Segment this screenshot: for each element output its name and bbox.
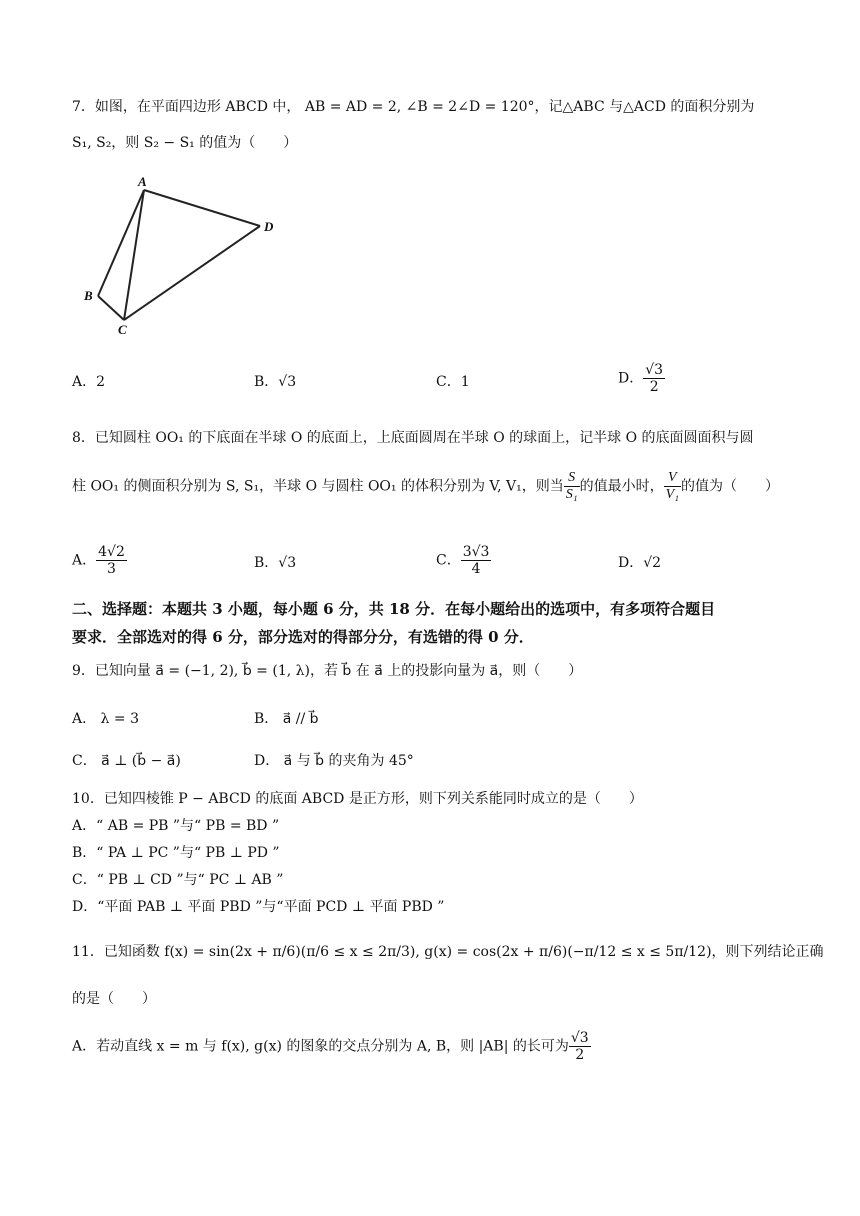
- q10-option-b: B．“ PA ⊥ PC ”与“ PB ⊥ PD ”: [72, 845, 280, 861]
- q7-stem-line1: 7．如图，在平面四边形 ABCD 中， AB = AD = 2, ∠B = 2∠D = 120°，记△ABC 与△ACD 的面积分别为: [72, 99, 755, 115]
- quadrilateral-figure: [80, 170, 290, 340]
- q8-stem-line1: 8．已知圆柱 OO₁ 的下底面在半球 O 的底面上，上底面圆周在半球 O 的球面上，记半球 O 的底面圆面积与圆: [72, 430, 754, 446]
- q9-option-a: A． λ = 3: [72, 711, 139, 727]
- q7-option-d: D． $\frac{√3}{2}$: [618, 362, 664, 396]
- q10-stem: 10．已知四棱锥 P − ABCD 的底面 ABCD 是正方形，则下列关系能同时成立的是（ ）: [72, 791, 643, 807]
- vertex-label-c: C: [118, 322, 127, 337]
- q8-option-d: D．√2: [618, 555, 662, 571]
- q9-stem: 9．已知向量 a⃗ = (−1, 2), b⃗ = (1, λ)，若 b⃗ 在 a⃗ 上的投影向量为 a⃗，则（ ）: [72, 663, 583, 679]
- q10-option-a: A．“ AB = PB ”与“ PB = BD ”: [72, 818, 280, 834]
- q11-option-a: A．若动直线 x = m 与 f(x), g(x) 的图象的交点分别为 A, B，则 |AB| 的长可为 $\frac{√3}{2}$: [72, 1030, 589, 1064]
- q7-option-c: C．1: [436, 374, 470, 390]
- q9-option-d: D． a⃗ 与 b⃗ 的夹角为 45°: [254, 753, 414, 769]
- vertex-label-b: B: [84, 288, 93, 303]
- edge-cd: [124, 226, 260, 320]
- q10-option-c: C．“ PB ⊥ CD ”与“ PC ⊥ AB ”: [72, 872, 284, 888]
- q9-option-b: B． a⃗ // b⃗: [254, 711, 319, 727]
- edge-ac: [124, 190, 144, 320]
- vertex-label-d: D: [264, 219, 274, 234]
- q10-option-d: D．“平面 PAB ⊥ 平面 PBD ”与“平面 PCD ⊥ 平面 PBD ”: [72, 899, 445, 915]
- q7-option-a: A．2: [72, 374, 106, 390]
- q7-option-b: B．√3: [254, 374, 297, 390]
- q8-stem-line2: 柱 OO₁ 的侧面积分别为 S, S₁，半球 O 与圆柱 OO₁ 的体积分别为 V, V₁，则当 $\frac{S}{\text{S₁}}$ 的值最小时， $\frac{V}{\text{V₁}}$ 的值为（ ）: [72, 470, 779, 503]
- edge-bc: [98, 296, 124, 320]
- section2-heading-line2: 要求．全部选对的得 6 分，部分选对的得部分分，有选错的得 0 分．: [72, 628, 534, 646]
- q8-option-b: B．√3: [254, 555, 297, 571]
- edge-ad: [144, 190, 260, 226]
- q7-stem-line2: S₁, S₂，则 S₂ − S₁ 的值为（ ）: [72, 135, 298, 151]
- vertex-label-a: A: [138, 174, 147, 189]
- q11-stem-line2: 的是（ ）: [72, 991, 156, 1007]
- q11-stem-line1: 11．已知函数 f(x) = sin(2x + π/6)(π/6 ≤ x ≤ 2π/3), g(x) = cos(2x + π/6)(−π/12 ≤ x ≤ 5π/12)，则下列结论正确: [72, 944, 824, 960]
- q8-option-a: A． $\frac{4√2}{3}$: [72, 544, 125, 578]
- edge-ab: [98, 190, 144, 296]
- q8-option-c: C． $\frac{3√3}{4}$: [436, 544, 490, 578]
- section2-heading-line1: 二、选择题：本题共 3 小题，每小题 6 分，共 18 分．在每小题给出的选项中，有多项符合题目: [72, 600, 716, 618]
- q9-option-c: C． a⃗ ⊥ (b⃗ − a⃗): [72, 753, 181, 769]
